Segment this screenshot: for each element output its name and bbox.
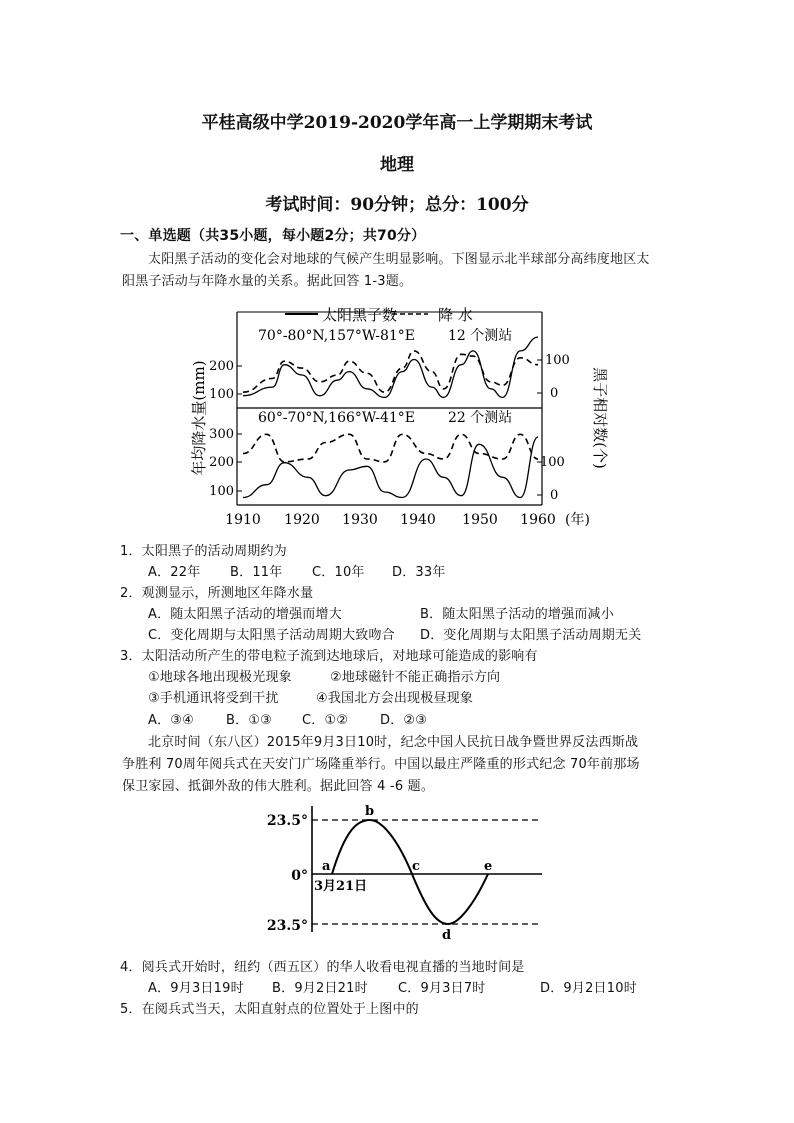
question-3-stem: 3．太阳活动所产生的带电粒子流到达地球后，对地球可能造成的影响有 — [120, 649, 538, 664]
point-c-label: c — [412, 859, 420, 874]
legend-sunspot-label: 太阳黑子数 — [322, 306, 398, 324]
intro-paragraph-line: 太阳黑子活动的变化会对地球的气候产生明显影响。下图显示北半球部分高纬度地区太 — [148, 252, 650, 267]
right-axis-title: 黑子相对数(个) — [591, 367, 609, 469]
panel-top-stations: 12 个测站 — [448, 328, 513, 344]
intro2-paragraph-line: 保卫家园、抵御外敌的伟大胜利。据此回答 4 -6 题。 — [122, 779, 435, 794]
question-1-stem: 1．太阳黑子的活动周期约为 — [120, 544, 287, 559]
panel-bottom-label: 60°-70°N,166°W-41°E — [258, 410, 416, 426]
x-tick-label: 1910 — [225, 512, 261, 528]
right-tick: 0 — [550, 488, 559, 503]
panel-top-label: 70°-80°N,157°W-81°E — [258, 328, 416, 344]
q4-option-a[interactable]: A．9月3日19时 — [148, 981, 244, 996]
precipitation-line-panel-1 — [243, 351, 538, 392]
lat-label-top: 23.5° — [266, 813, 308, 829]
lat-label-bottom: 23.5° — [266, 918, 308, 934]
exam-title: 平桂高级中学2019-2020学年高一上学期期末考试 — [201, 113, 593, 133]
q4-option-c[interactable]: C．9月3日7时 — [398, 981, 486, 996]
q3-statement-1: ①地球各地出现极光现象 — [148, 670, 292, 685]
x-tick-label: 1940 — [400, 512, 436, 528]
sunspot-line-panel-2 — [243, 437, 538, 498]
precipitation-line-panel-2 — [243, 434, 538, 462]
section-heading: 一、单选题（共35小题，每小题2分；共70分） — [120, 228, 426, 244]
q3-option-a[interactable]: A．③④ — [148, 713, 195, 728]
legend-precip-label: 降 水 — [438, 306, 473, 324]
question-5-stem: 5．在阅兵式当天，太阳直射点的位置处于上图中的 — [120, 1002, 419, 1017]
q3-option-d[interactable]: D．②③ — [380, 713, 428, 728]
point-d-label: d — [442, 928, 452, 943]
q2-option-d[interactable]: D．变化周期与太阳黑子活动周期无关 — [420, 628, 642, 643]
left-axis-title: 年均降水量(mm) — [190, 360, 208, 476]
x-tick-label: 1920 — [284, 512, 320, 528]
q1-option-a[interactable]: A．22年 — [148, 565, 201, 580]
intro-paragraph-line: 阳黑子活动与年降水量的关系。据此回答 1-3题。 — [122, 274, 413, 289]
left-tick: 200 — [209, 359, 234, 374]
question-4-stem: 4．阅兵式开始时，纽约（西五区）的华人收看电视直播的当地时间是 — [120, 960, 525, 975]
x-tick-label: 1930 — [342, 512, 378, 528]
x-tick-label: 1960 — [520, 512, 556, 528]
q3-option-c[interactable]: C．①② — [302, 713, 349, 728]
q2-option-a[interactable]: A．随太阳黑子活动的增强而增大 — [148, 607, 342, 622]
intro2-paragraph-line: 北京时间（东八区）2015年9月3日10时，纪念中国人民抗日战争暨世界反法西斯战 — [148, 735, 639, 750]
date-label: 3月21日 — [314, 879, 368, 894]
question-2-stem: 2．观测显示，所测地区年降水量 — [120, 586, 314, 601]
q3-statement-2: ②地球磁针不能正确指示方向 — [330, 670, 501, 685]
q2-option-b[interactable]: B．随太阳黑子活动的增强而减小 — [420, 607, 614, 622]
left-tick: 200 — [209, 455, 234, 470]
q3-statement-4: ④我国北方会出现极昼现象 — [316, 691, 474, 706]
lat-label-mid: 0° — [291, 868, 308, 884]
right-tick: 0 — [550, 386, 559, 401]
q1-option-d[interactable]: D．33年 — [392, 565, 446, 580]
right-tick: 100 — [540, 455, 565, 470]
q4-option-d[interactable]: D．9月2日10时 — [540, 981, 637, 996]
left-tick: 100 — [209, 387, 234, 402]
panel-bottom-stations: 22 个测站 — [448, 410, 513, 426]
q1-option-b[interactable]: B．11年 — [230, 565, 283, 580]
left-tick: 100 — [209, 484, 234, 499]
q3-option-b[interactable]: B．①③ — [226, 713, 273, 728]
point-e-label: e — [484, 859, 493, 874]
solar-declination-diagram — [266, 800, 550, 945]
sun-point-curve — [332, 820, 488, 924]
point-a-label: a — [322, 859, 331, 874]
q3-statement-3: ③手机通讯将受到干扰 — [148, 691, 279, 706]
q1-option-c[interactable]: C．10年 — [312, 565, 365, 580]
q4-option-b[interactable]: B．9月2日21时 — [272, 981, 368, 996]
sunspot-precipitation-chart — [190, 300, 610, 530]
point-b-label: b — [365, 804, 375, 819]
right-tick: 100 — [545, 353, 570, 368]
subject-title: 地理 — [380, 155, 414, 175]
x-tick-label: 1950 — [462, 512, 498, 528]
exam-info: 考试时间：90分钟；总分：100分 — [265, 195, 529, 215]
left-tick: 300 — [209, 427, 234, 442]
intro2-paragraph-line: 争胜利 70周年阅兵式在天安门广场隆重举行。中国以最庄严隆重的形式纪念 70年前那场 — [122, 757, 640, 772]
x-axis-unit: (年) — [565, 512, 590, 528]
q2-option-c[interactable]: C．变化周期与太阳黑子活动周期大致吻合 — [148, 628, 395, 643]
